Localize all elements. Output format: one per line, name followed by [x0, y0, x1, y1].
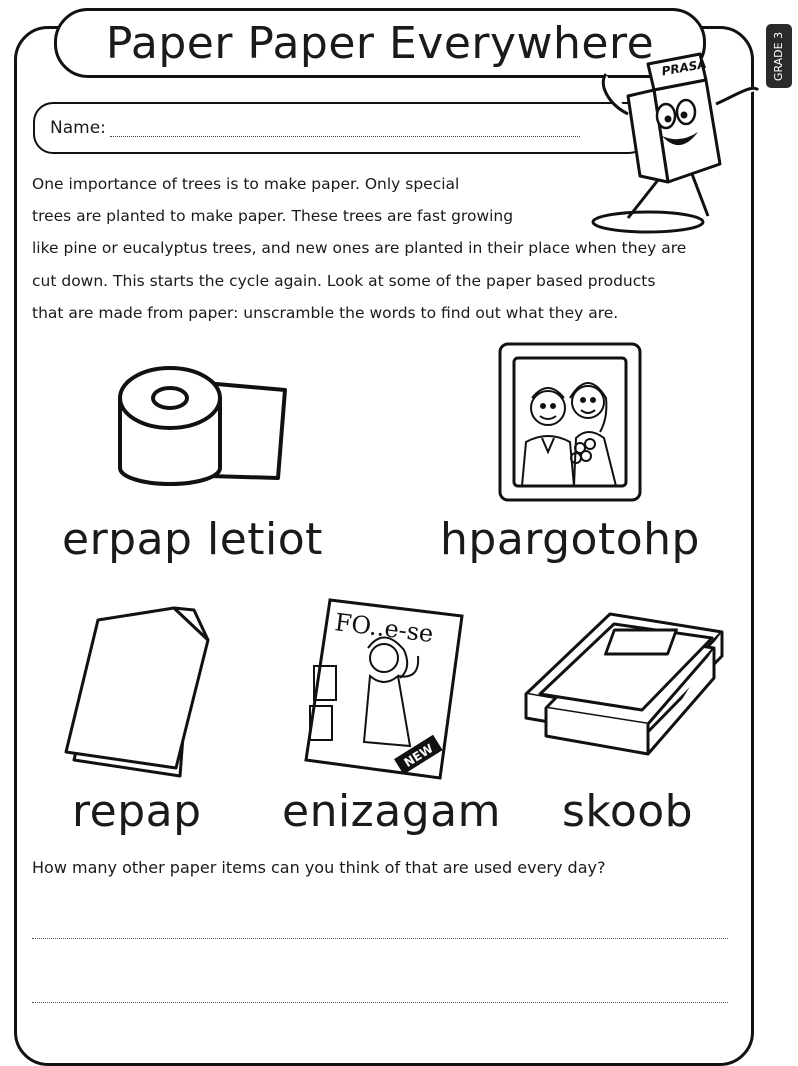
framed-photograph-icon [496, 340, 644, 505]
mascot-icon [588, 44, 778, 234]
intro-line-1: One importance of trees is to make paper. Only special [32, 175, 460, 193]
answer-line[interactable] [32, 938, 728, 939]
scrambled-word-toilet-paper: erpap letiot [62, 514, 323, 565]
question-text: How many other paper items can you think of that are used every day? [32, 858, 606, 877]
magazine-masthead: FO..e-se [333, 608, 435, 649]
answer-line[interactable] [32, 1002, 728, 1003]
name-label: Name: [50, 118, 106, 138]
grade-label: GRADE 3 [772, 31, 786, 81]
scrambled-word-paper: repap [72, 786, 202, 837]
magazine-icon [300, 596, 465, 781]
toilet-paper-roll-icon [100, 358, 295, 488]
intro-line-5: that are made from paper: unscramble the words to find out what they are. [32, 304, 619, 322]
name-field-box [33, 102, 649, 154]
intro-line-4: cut down. This starts the cycle again. Look at some of the paper based products [32, 272, 656, 290]
scrambled-word-books: skoob [562, 786, 694, 837]
scrambled-word-photograph: hpargotohp [440, 514, 700, 565]
scrambled-word-magazine: enizagam [282, 786, 501, 837]
mascot-label: PRASA [660, 56, 708, 79]
intro-line-2: trees are planted to make paper. These trees are fast growing [32, 207, 514, 225]
name-input-line[interactable] [110, 136, 580, 137]
paper-sheets-icon [62, 600, 217, 780]
magazine-new-badge: NEW [401, 741, 436, 770]
page-title: Paper Paper Everywhere [105, 17, 655, 69]
books-icon [518, 598, 728, 770]
intro-line-3: like pine or eucalyptus trees, and new ones are planted in their place when they are [32, 239, 687, 257]
